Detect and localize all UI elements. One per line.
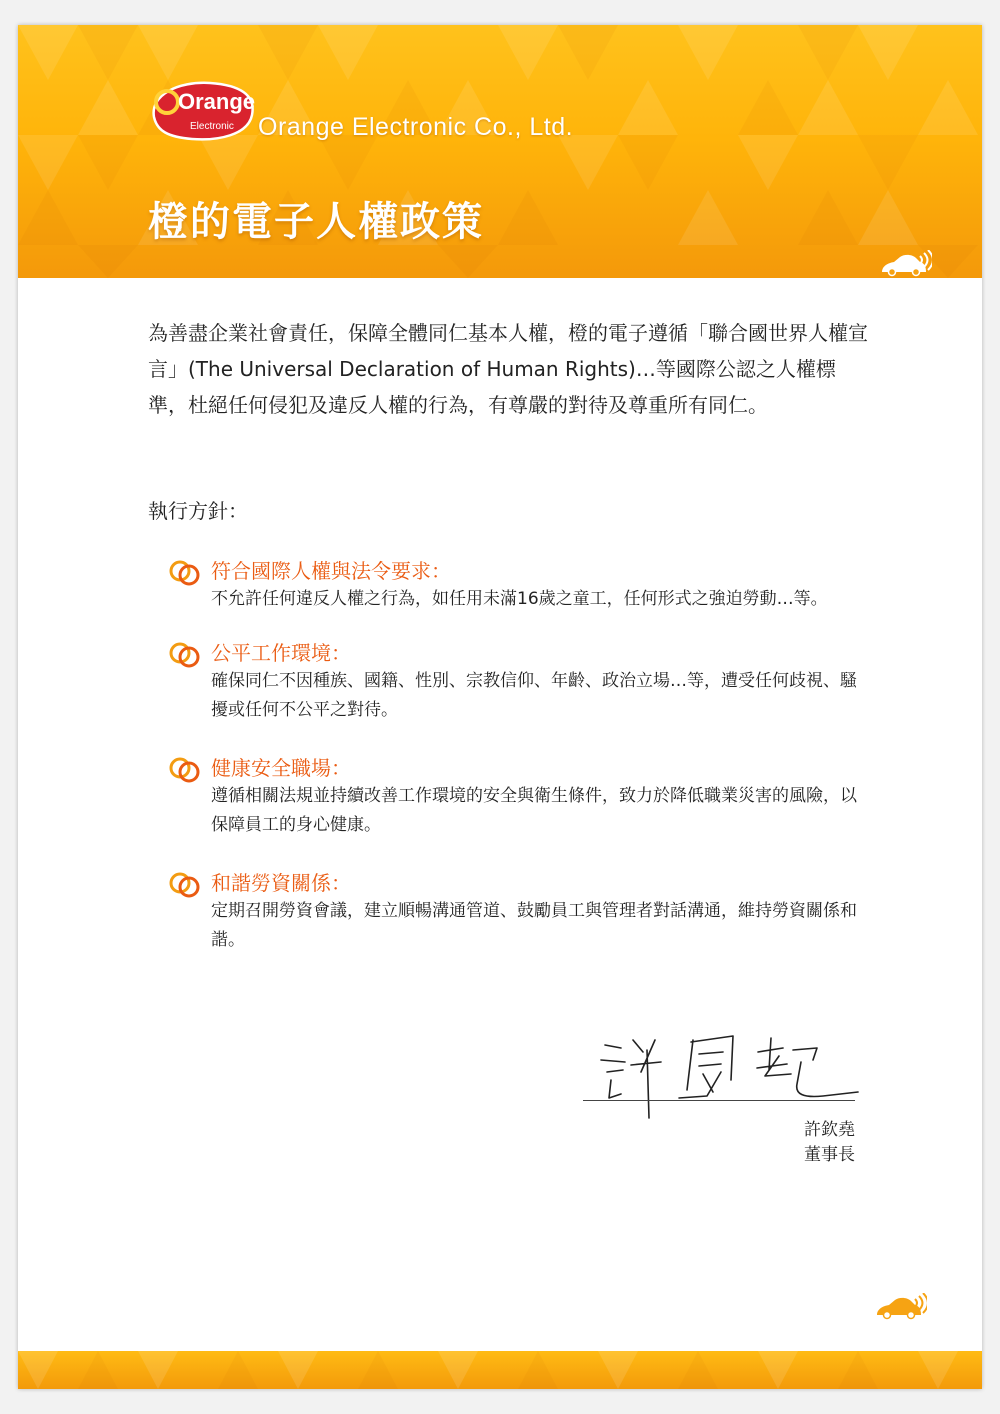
double-ring-icon bbox=[168, 641, 202, 669]
double-ring-icon bbox=[168, 559, 202, 587]
intro-paragraph: 為善盡企業社會責任，保障全體同仁基本人權，橙的電子遵循「聯合國世界人權宣言」(The Universal Declaration of Human Rights)…等國際公認之人權標準，杜絕任何侵犯及違反人權的行為，有尊嚴的對待及尊重所有同仁。 bbox=[148, 321, 868, 417]
policy-item-text: 遵循相關法規並持續改善工作環境的安全與衛生條件，致力於降低職業災害的風險，以保障員工的身心健康。 bbox=[211, 786, 857, 835]
policy-item-title: 健康安全職場： bbox=[211, 756, 351, 780]
footer-banner bbox=[18, 1351, 982, 1389]
car-signal-icon bbox=[875, 1293, 927, 1321]
policy-heading: 執行方針： bbox=[148, 499, 248, 523]
signature-line bbox=[583, 1100, 855, 1101]
handwritten-signature bbox=[583, 1010, 863, 1125]
company-name: Orange Electronic Co., Ltd. bbox=[258, 113, 574, 141]
double-ring-icon bbox=[168, 871, 202, 899]
double-ring-icon bbox=[168, 756, 202, 784]
page-title: 橙的電子人權政策 bbox=[148, 199, 484, 245]
signer-name: 許欽堯 bbox=[804, 1120, 855, 1140]
logo-wordmark: Orange bbox=[178, 89, 256, 114]
signer-title: 董事長 bbox=[804, 1145, 855, 1165]
policy-item-title: 符合國際人權與法令要求： bbox=[211, 559, 451, 583]
footer-triangle-pattern bbox=[18, 1351, 982, 1389]
policy-item-text: 定期召開勞資會議，建立順暢溝通管道、鼓勵員工與管理者對話溝通，維持勞資關係和諧。 bbox=[211, 901, 857, 950]
document-page bbox=[18, 25, 982, 1389]
policy-item-title: 和諧勞資關係： bbox=[211, 871, 351, 895]
policy-item-text: 不允許任何違反人權之行為，如任用未滿16歲之童工，任何形式之強迫勞動…等。 bbox=[211, 589, 828, 609]
policy-item-text: 確保同仁不因種族、國籍、性別、宗教信仰、年齡、政治立場…等，遭受任何歧視、騷擾或任何不公平之對待。 bbox=[211, 671, 857, 720]
header-banner bbox=[18, 25, 982, 278]
car-signal-icon bbox=[880, 250, 932, 278]
policy-item-title: 公平工作環境： bbox=[211, 641, 351, 665]
logo-subtext: Electronic bbox=[190, 121, 234, 132]
orange-electronic-logo bbox=[148, 77, 258, 145]
